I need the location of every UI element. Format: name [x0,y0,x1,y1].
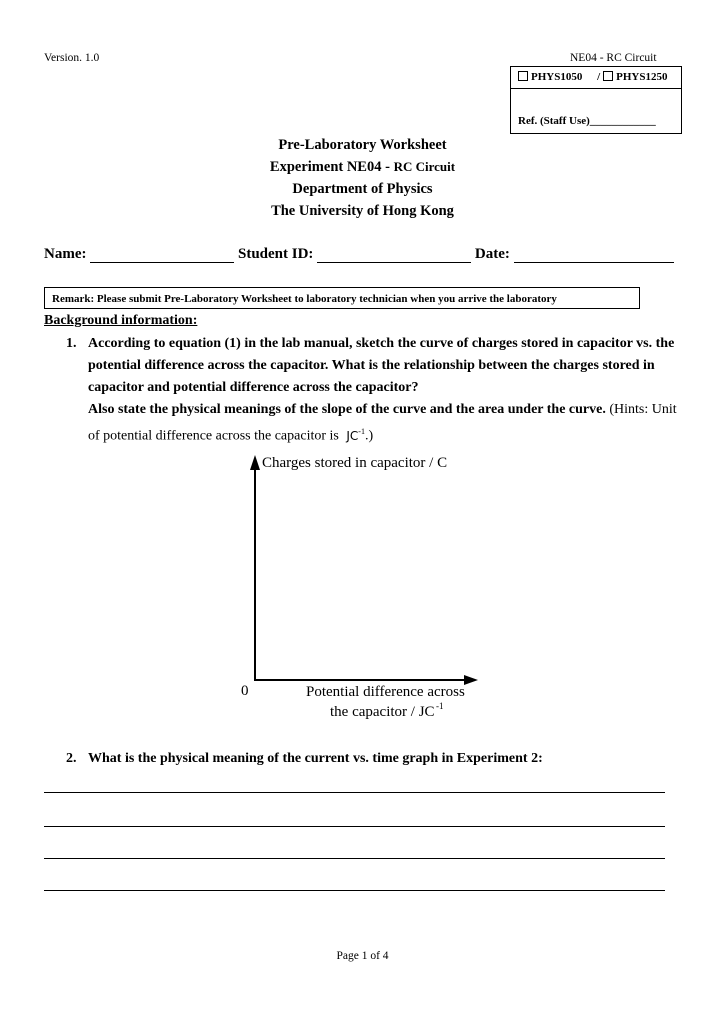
staff-ref-label: Ref. (Staff Use)____________ [518,115,656,127]
question1-hint-text: (Hints: Unit of potential difference across the capacitor is [88,402,677,444]
question1-hint-end: .) [364,428,374,444]
experiment-title-main: Experiment NE04 - [269,159,394,175]
department-title: Department of Physics [292,181,433,197]
y-axis-arrowhead [250,455,260,470]
experiment-title-sub: RC Circuit [393,159,456,174]
version-label: Version. 1.0 [44,52,100,64]
student-id-label: Student ID: [237,246,314,262]
y-axis-label: Charges stored in capacitor / C [262,455,448,471]
x-axis-arrowhead [464,675,478,685]
origin-label: 0 [241,683,249,699]
answer-line-2[interactable] [44,826,665,827]
course-separator: / [597,71,601,83]
x-axis-label-line1: Potential difference across [306,684,465,700]
x-axis-label-exp: -1 [436,701,444,711]
experiment-code-label: NE04 - RC Circuit [570,52,657,64]
question1-hint-unit: JC [346,428,359,443]
worksheet-title: Pre-Laboratory Worksheet [278,137,447,153]
question2-number: 2. [66,751,77,766]
question1-bold-text2: Also state the physical meanings of the slope of the curve and the area under the curve. [88,402,606,417]
university-title: The University of Hong Kong [271,203,454,219]
phys1050-label: PHYS1050 [531,71,583,83]
name-label: Name: [44,246,87,262]
remark-box: Remark: Please submit Pre-Laboratory Worksheet to laboratory technician when you arrive the laboratory [44,287,640,309]
x-axis-label-line2: the capacitor / JC [330,704,435,720]
phys1250-label: PHYS1250 [616,71,668,83]
answer-line-3[interactable] [44,858,665,859]
question1-number: 1. [66,336,77,351]
question1-hint-exp: -1 [358,427,365,436]
date-label: Date: [474,246,510,262]
question2-text: What is the physical meaning of the current vs. time graph in Experiment 2: [88,751,543,766]
answer-line-1[interactable] [44,792,665,793]
question1-bold-text: According to equation (1) in the lab manual, sketch the curve of charges stored in capacitor vs. the potential difference across the capacitor. What is the relationship between the charges stored in capacitor and potential difference across the capacitor? [88,336,675,395]
section-heading: Background information: [44,313,198,328]
answer-line-4[interactable] [44,890,665,891]
page-number: Page 1 of 4 [336,950,389,962]
